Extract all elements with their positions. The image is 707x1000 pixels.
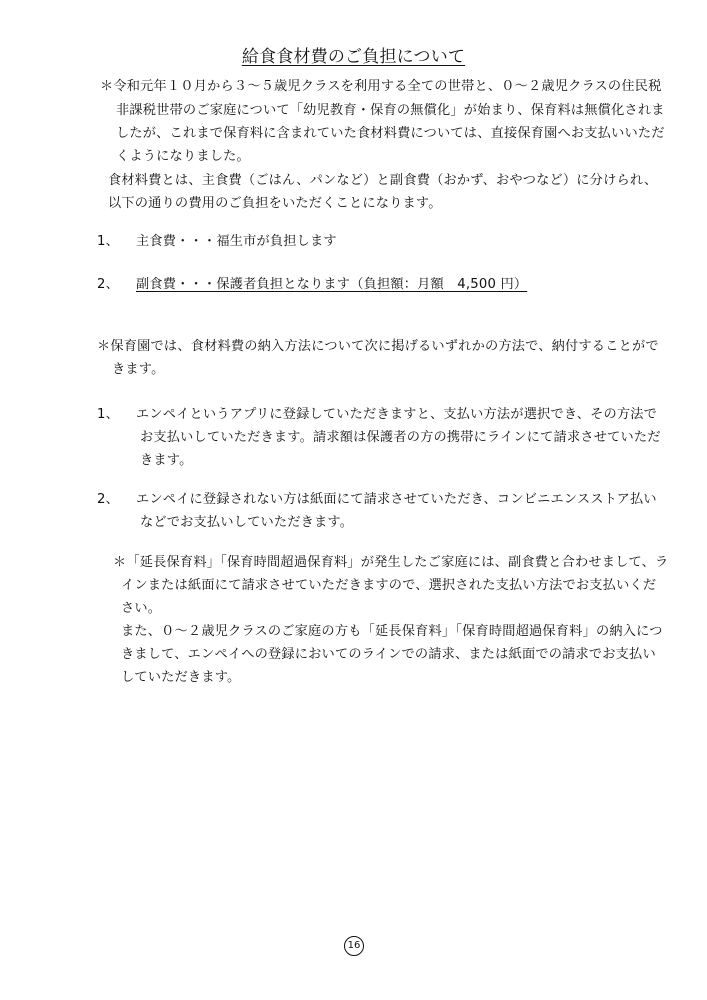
page-number: 16	[344, 936, 364, 956]
intro-line: 食材料費とは、主食費（ごはん、パンなど）と副食費（おかず、おやつなど）に分けられ、	[108, 173, 658, 188]
fee-number: 2、	[97, 277, 119, 292]
intro-line: 以下の通りの費用のご負担をいただくことになります。	[108, 196, 442, 211]
note-line: きまして、エンペイへの登録においてのラインでの請求、または紙面での請求でお支払い	[121, 647, 656, 662]
page-title: 給食食材費のご負担について	[241, 47, 466, 67]
method-line: などでお支払いしていただきます。	[140, 515, 354, 530]
method-line: エンペイというアプリに登録していただきますと、支払い方法が選択でき、その方法で	[136, 407, 658, 422]
intro-line: ＊令和元年１０月から３～５歳児クラスを利用する全ての世帯と、０～２歳児クラスの住民税	[100, 79, 662, 94]
intro-line: 非課税世帯のご家庭について「幼児教育・保育の無償化」が始まり、保育料は無償化されま	[116, 103, 665, 118]
fee-text: 主食費・・・福生市が負担します	[136, 234, 337, 249]
method-line: エンペイに登録されない方は紙面にて請求させていただき、コンビニエンスストア払い	[136, 492, 657, 507]
note-line: していただきます。	[121, 670, 241, 685]
note-line: インまたは紙面にて請求させていただきますので、選択された支払い方法でお支払いくだ	[121, 578, 657, 593]
payment-intro-line: きます。	[112, 362, 165, 377]
payment-intro-line: ＊保育園では、食材料費の納入方法について次に掲げるいずれかの方法で、納付することがで	[97, 339, 659, 354]
method-number: 2、	[97, 492, 119, 507]
method-line: きます。	[140, 453, 193, 468]
note-line: また、０～２歳児クラスのご家庭の方も「延長保育料」「保育時間超過保育料」の納入につ	[121, 624, 663, 639]
note-line: さい。	[121, 601, 162, 616]
intro-line: くようになりました。	[116, 149, 250, 164]
fee-text: 副食費・・・保護者負担となります（負担額：月額 4,500 円）	[136, 277, 528, 292]
method-number: 1、	[97, 407, 119, 422]
note-line: ＊「延長保育料」「保育時間超過保育料」が発生したご家庭には、副食費と合わせまして、ラ	[113, 555, 669, 570]
intro-line: したが、これまで保育料に含まれていた食材料費については、直接保育園へお支払いいただ	[116, 126, 665, 141]
fee-number: 1、	[97, 234, 119, 249]
method-line: お支払いしていただきます。請求額は保護者の方の携帯にラインにて請求させていただ	[140, 430, 661, 445]
